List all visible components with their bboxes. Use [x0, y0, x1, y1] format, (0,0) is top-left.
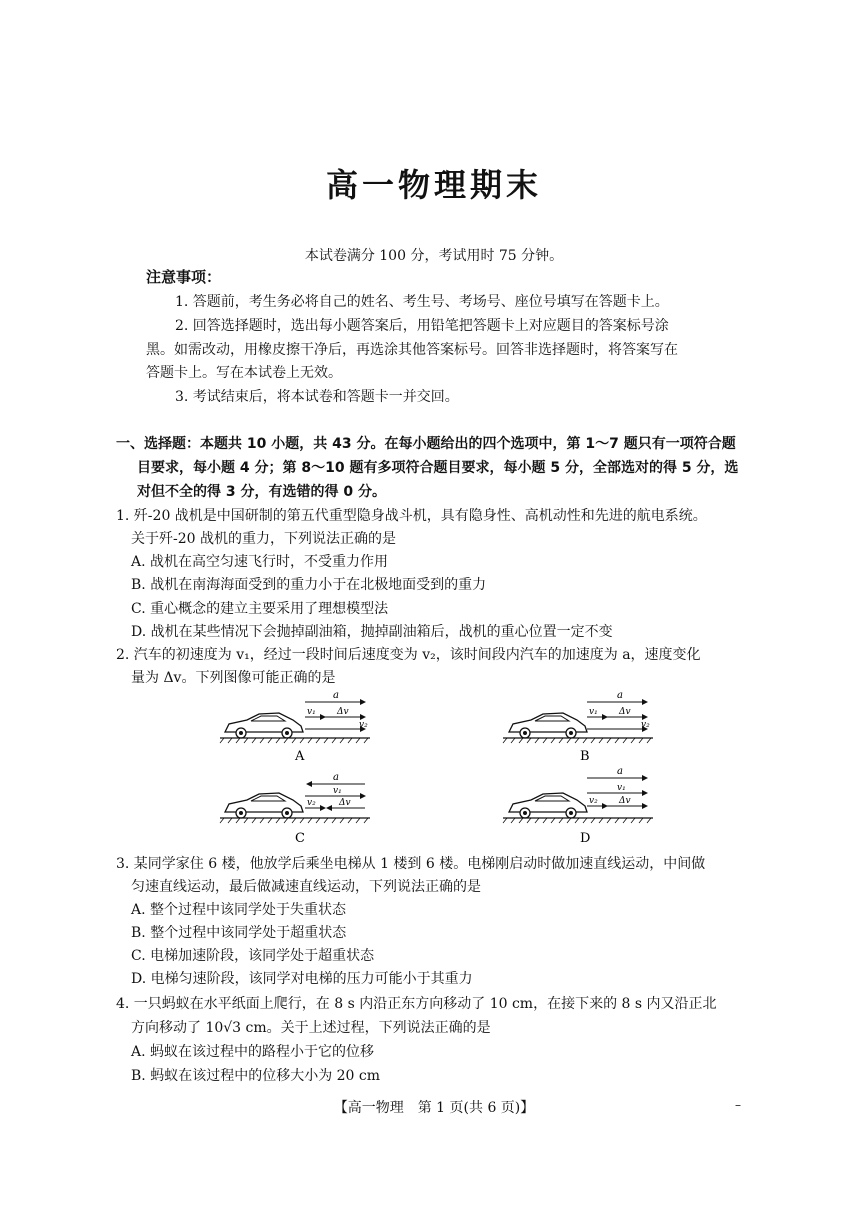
- option: A. 战机在高空匀速飞行时，不受重力作用: [131, 554, 389, 570]
- vector-label-v1: v₁: [307, 707, 316, 717]
- vector-label-v1: v₁: [589, 707, 598, 717]
- notice-line: 黑。如需改动，用橡皮擦干净后，再选涂其他答案标号。回答非选择题时，将答案写在: [146, 342, 678, 358]
- vector-label-v2: v₂: [589, 796, 598, 806]
- question-stem: 量为 Δv。下列图像可能正确的是: [131, 670, 336, 686]
- vector-label-v2: v₂: [359, 720, 368, 730]
- figure-a: [220, 690, 370, 764]
- option: C. 重心概念的建立主要采用了理想模型法: [131, 601, 389, 617]
- option: B. 整个过程中该同学处于超重状态: [131, 925, 347, 941]
- vector-label-dv: Δv: [619, 796, 631, 806]
- vector-label-a: a: [617, 766, 623, 777]
- page-title: 高一物理期末: [325, 166, 542, 204]
- figure-label: C: [295, 831, 305, 846]
- notice-line: 2. 回答选择题时，选出每小题答案后，用铅笔把答题卡上对应题目的答案标号涂: [175, 318, 669, 334]
- option: C. 电梯加速阶段，该同学处于超重状态: [131, 948, 375, 964]
- notice-heading: 注意事项：: [146, 268, 222, 286]
- vector-label-dv: Δv: [619, 707, 631, 717]
- figure-b: [503, 690, 653, 764]
- section-heading: 一、选择题：本题共 10 小题，共 43 分。在每小题给出的四个选项中，第 1～7 题只有一项符合题: [116, 436, 736, 452]
- vector-label-v2: v₂: [641, 720, 650, 730]
- figure-label: A: [295, 749, 305, 764]
- vector-label-v1: v₁: [333, 786, 342, 796]
- vector-label-v1: v₁: [617, 783, 626, 793]
- figure-label: B: [580, 749, 590, 764]
- footer-mark: –: [735, 1098, 741, 1112]
- question-stem: 匀速直线运动，最后做减速直线运动，下列说法正确的是: [131, 879, 481, 895]
- question-stem: 2. 汽车的初速度为 v₁，经过一段时间后速度变为 v₂，该时间段内汽车的加速度为 a，速度变化: [116, 647, 701, 663]
- page-footer: 【高一物理 第 1 页(共 6 页)】: [333, 1100, 535, 1116]
- notice-line: 答题卡上。写在本试卷上无效。: [146, 365, 342, 381]
- option: A. 蚂蚁在该过程中的路程小于它的位移: [131, 1044, 375, 1060]
- car-vector-figures: [215, 684, 655, 849]
- option: B. 战机在南海海面受到的重力小于在北极地面受到的重力: [131, 577, 487, 593]
- question-stem: 3. 某同学家住 6 楼，他放学后乘坐电梯从 1 楼到 6 楼。电梯刚启动时做加速直线运动，中间做: [116, 856, 706, 872]
- figure-d: [503, 766, 653, 846]
- vector-label-a: a: [333, 772, 339, 783]
- question-stem: 4. 一只蚂蚁在水平纸面上爬行，在 8 s 内沿正东方向移动了 10 cm，在接下来的 8 s 内又沿正北: [116, 996, 717, 1012]
- exam-meta: 本试卷满分 100 分，考试用时 75 分钟。: [304, 248, 564, 264]
- notice-line: 1. 答题前，考生务必将自己的姓名、考生号、考场号、座位号填写在答题卡上。: [175, 294, 669, 310]
- figure-c: [220, 772, 370, 846]
- section-heading: 对但不全的得 3 分，有选错的得 0 分。: [137, 484, 386, 500]
- question-stem: 1. 歼-20 战机是中国研制的第五代重型隐身战斗机，具有隐身性、高机动性和先进的航电系统。: [116, 508, 707, 524]
- notice-line: 3. 考试结束后，将本试卷和答题卡一并交回。: [175, 389, 459, 405]
- vector-label-dv: Δv: [337, 707, 349, 717]
- vector-label-a: a: [333, 690, 339, 701]
- section-heading: 目要求，每小题 4 分；第 8～10 题有多项符合题目要求，每小题 5 分，全部选对的得 5 分，选: [137, 460, 739, 476]
- vector-label-a: a: [617, 690, 623, 701]
- option: D. 电梯匀速阶段，该同学对电梯的压力可能小于其重力: [131, 971, 473, 987]
- option: A. 整个过程中该同学处于失重状态: [131, 902, 347, 918]
- question-stem: 关于歼-20 战机的重力，下列说法正确的是: [131, 531, 396, 547]
- question-stem: 方向移动了 10√3 cm。关于上述过程，下列说法正确的是: [131, 1020, 491, 1036]
- vector-label-v2: v₂: [307, 798, 316, 808]
- option: D. 战机在某些情况下会抛掉副油箱，抛掉副油箱后，战机的重心位置一定不变: [131, 624, 613, 640]
- figure-label: D: [580, 831, 591, 846]
- option: B. 蚂蚁在该过程中的位移大小为 20 cm: [131, 1068, 381, 1084]
- vector-label-dv: Δv: [339, 798, 351, 808]
